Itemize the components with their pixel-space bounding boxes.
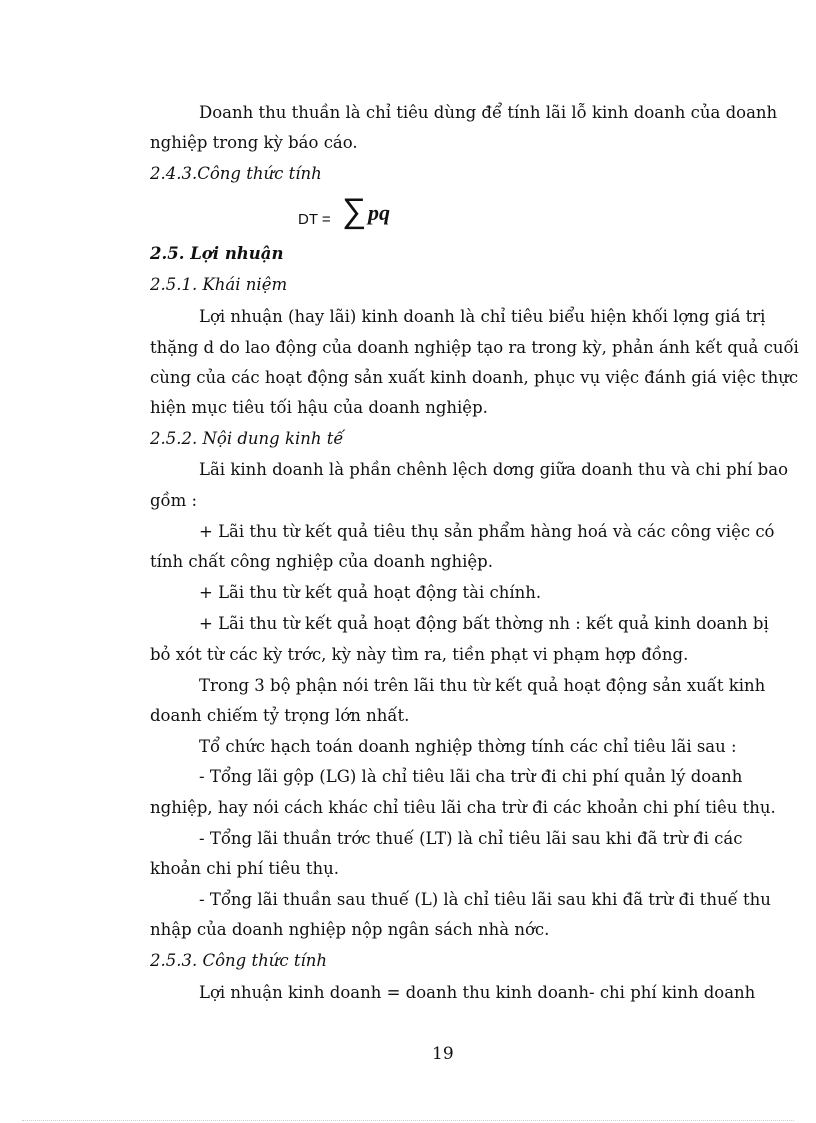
formula-rhs: pq — [368, 200, 390, 225]
paragraph-line: nhập của doanh nghiệp nộp ngân sách nhà nớc. — [150, 920, 550, 939]
section-heading-2-5-2: 2.5.2. Nội dung kinh tế — [150, 429, 344, 448]
paragraph-line: Trong 3 bộ phận nói trên lãi thu từ kết quả hoạt động sản xuất kinh — [199, 676, 766, 695]
paragraph-line: Lợi nhuận kinh doanh = doanh thu kinh doanh- chi phí kinh doanh — [199, 983, 756, 1002]
paragraph-line: thặng d do lao động của doanh nghiệp tạo ra trong kỳ, phản ánh kết quả cuối — [150, 338, 799, 357]
page-number: 19 — [432, 1044, 454, 1064]
paragraph-line: - Tổng lãi thuần trớc thuế (LT) là chỉ tiêu lãi sau khi đã trừ đi các — [199, 829, 743, 848]
section-heading-2-4-3: 2.4.3.Công thức tính — [150, 164, 322, 183]
section-heading-2-5-3: 2.5.3. Công thức tính — [150, 951, 327, 970]
formula-lhs: DT = — [298, 211, 331, 228]
paragraph-line: Tổ chức hạch toán doanh nghiệp thờng tính các chỉ tiêu lãi sau : — [199, 737, 737, 756]
paragraph-line: + Lãi thu từ kết quả tiêu thụ sản phẩm hàng hoá và các công việc có — [199, 522, 775, 541]
paragraph-line: Lãi kinh doanh là phần chênh lệch dơng giữa doanh thu và chi phí bao — [199, 460, 789, 479]
paragraph-line: + Lãi thu từ kết quả hoạt động bất thờng nh : kết quả kinh doanh bị — [199, 614, 769, 633]
paragraph-line: gồm : — [150, 491, 198, 510]
paragraph-line: khoản chi phí tiêu thụ. — [150, 859, 340, 878]
paragraph-line: tính chất công nghiệp của doanh nghiệp. — [150, 552, 493, 571]
section-heading-2-5: 2.5. Lợi nhuận — [150, 244, 284, 263]
paragraph-line: - Tổng lãi thuần sau thuế (L) là chỉ tiêu lãi sau khi đã trừ đi thuế thu — [199, 890, 771, 909]
paragraph-line: hiện mục tiêu tối hậu của doanh nghiệp. — [150, 398, 488, 417]
paragraph-line: cùng của các hoạt động sản xuất kinh doanh, phục vụ việc đánh giá việc thực — [150, 368, 799, 387]
paragraph-line: nghiệp trong kỳ báo cáo. — [150, 133, 358, 152]
paragraph-line: nghiệp, hay nói cách khác chỉ tiêu lãi cha trừ đi các khoản chi phí tiêu thụ. — [150, 798, 776, 817]
footer-divider — [22, 1120, 794, 1121]
sigma-symbol: ∑ — [342, 192, 367, 230]
paragraph-line: - Tổng lãi gộp (LG) là chỉ tiêu lãi cha trừ đi chi phí quản lý doanh — [199, 767, 743, 786]
paragraph-line: Lợi nhuận (hay lãi) kinh doanh là chỉ tiêu biểu hiện khối lợng giá trị — [199, 307, 766, 326]
paragraph-line: doanh chiếm tỷ trọng lớn nhất. — [150, 706, 410, 725]
paragraph-line: bỏ xót từ các kỳ trớc, kỳ này tìm ra, tiền phạt vi phạm hợp đồng. — [150, 645, 689, 664]
section-heading-2-5-1: 2.5.1. Khái niệm — [150, 275, 288, 294]
paragraph-line: + Lãi thu từ kết quả hoạt động tài chính. — [199, 583, 542, 602]
paragraph-line: Doanh thu thuần là chỉ tiêu dùng để tính lãi lỗ kinh doanh của doanh — [199, 103, 778, 122]
